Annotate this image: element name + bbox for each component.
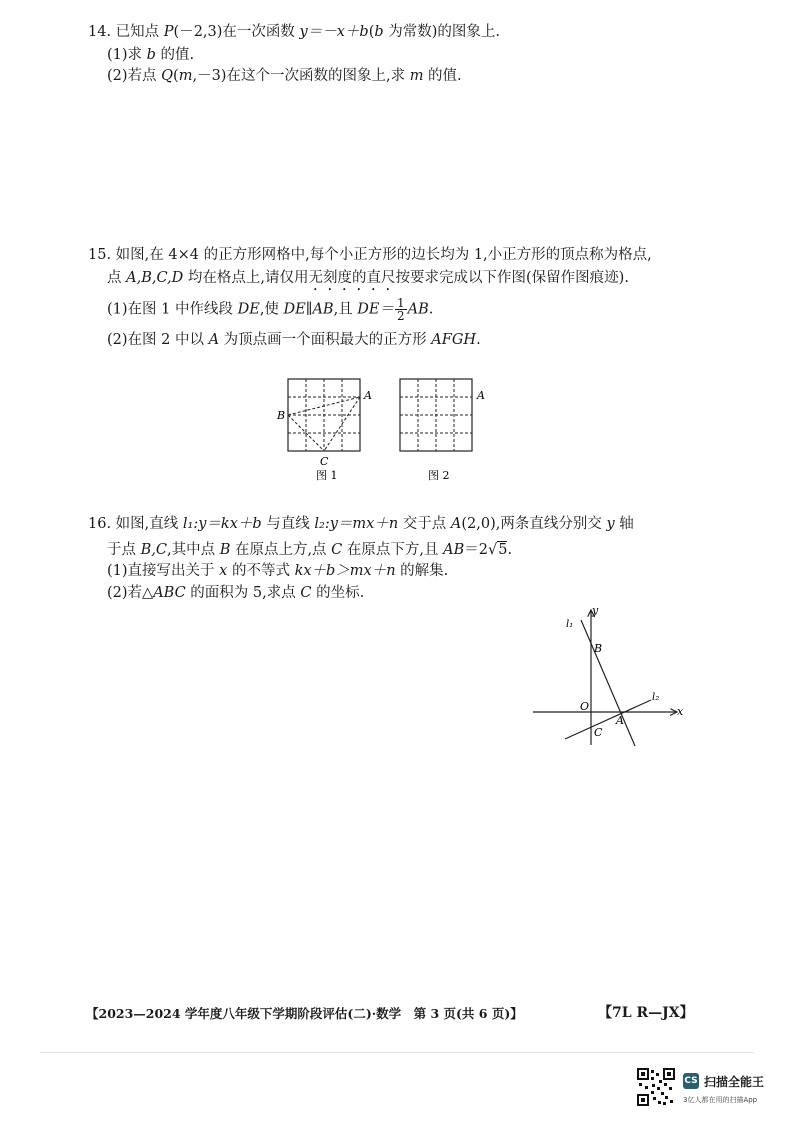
text: DE [237, 301, 260, 318]
text: A [208, 332, 220, 348]
figure-2-grid [392, 372, 502, 484]
q14-stem [88, 22, 500, 42]
text: . [507, 542, 513, 558]
label-B: B [277, 409, 286, 422]
label-A: A [616, 714, 624, 727]
text: P [163, 24, 174, 40]
label-y: y [592, 604, 599, 617]
text: y＝－x＋b [299, 24, 369, 40]
label-A: A [477, 389, 485, 402]
text: x [219, 563, 228, 579]
text: (2)若点 [107, 68, 162, 84]
text: l₂:y＝mx＋n [314, 516, 399, 532]
text: Q [161, 68, 174, 84]
text: ,使 [259, 301, 284, 318]
text: ,－3)在这个一次函数的图象上,求 [192, 68, 410, 84]
fraction [395, 297, 407, 322]
text: ,且 [333, 301, 358, 318]
text: (2)在图 2 中以 [107, 332, 209, 348]
text: m [409, 68, 424, 84]
q15-stem-line1: 15. 如图,在 4×4 的正方形网格中,每个小正方形的边长均为 1,小正方形的顶点称为格点, [88, 247, 652, 263]
label-C: C [320, 455, 329, 468]
q14-part2 [107, 66, 462, 86]
text: (2,0),两条直线分别交 [461, 516, 607, 532]
figure-caption: 图 2 [428, 469, 450, 482]
text: 的解集. [395, 563, 449, 579]
text: 在原点下方,且 [342, 542, 444, 558]
camscanner-name: 扫描全能王 [704, 1075, 765, 1089]
q16-stem-line2 [107, 540, 512, 560]
q15-part2 [107, 330, 481, 350]
qr-code-icon [637, 1068, 675, 1106]
text: 16. 如图,直线 [88, 516, 183, 532]
text: 交于点 [398, 516, 451, 532]
text: A [450, 516, 462, 532]
line-l2 [565, 700, 651, 739]
label-B: B [594, 642, 603, 655]
q14-part1 [107, 45, 194, 65]
text: . [428, 301, 434, 318]
text: 轴 [614, 516, 634, 532]
text: C [300, 585, 312, 601]
text: DE＝ [357, 301, 395, 318]
text: . [476, 332, 481, 348]
page-footer: 【2023—2024 学年度八年级下学期阶段评估(二)·数学 第 3 页(共 6 页)】 [86, 1006, 523, 1021]
label-l2: l₂ [652, 692, 660, 703]
label-x: x [677, 705, 684, 718]
text: 14. 已知点 [88, 24, 164, 40]
text: 均在格点上,请仅用 [183, 270, 309, 286]
text: (2)若△ [107, 585, 154, 601]
emphasized-text: 无刻度的直尺 [308, 270, 396, 286]
text: m [178, 68, 193, 84]
q16-part2 [107, 583, 364, 603]
text: (－2,3)在一次函数 [173, 24, 300, 40]
text: DE∥AB [283, 301, 334, 318]
text: 的面积为 5,求点 [185, 585, 301, 601]
label-C: C [594, 726, 603, 739]
text: 的值. [423, 68, 462, 84]
text: ( [173, 68, 179, 84]
text: ( [368, 24, 375, 40]
text: C [331, 542, 343, 558]
q15-stem-line2 [107, 268, 629, 294]
divider [40, 1052, 754, 1053]
label-A: A [364, 389, 372, 402]
text: B,C [140, 542, 167, 558]
text: (1)在图 1 中作线段 [107, 301, 238, 318]
text: AB [407, 301, 429, 318]
text: b [374, 24, 384, 40]
text: b [146, 47, 156, 63]
text: 为常数)的图象上. [383, 24, 501, 40]
text: 与直线 [261, 516, 315, 532]
text: 的值. [155, 47, 195, 63]
camscanner-tagline: 3亿人都在用的扫描App [683, 1096, 758, 1104]
q16-stem-line1 [88, 514, 634, 534]
text: A,B,C,D [126, 270, 184, 286]
line-l1 [581, 620, 635, 746]
sqrt-sign: √ [487, 542, 498, 558]
label-O: O [580, 700, 590, 713]
figure-caption: 图 1 [316, 469, 338, 482]
camscanner-logo: CS [683, 1073, 699, 1089]
figure-1-grid [275, 372, 385, 484]
text: 的坐标. [311, 585, 365, 601]
text: ＝2 [464, 542, 488, 558]
text: B [219, 542, 231, 558]
text: 在原点上方,点 [230, 542, 332, 558]
paper-code: 【7L R—JX】 [598, 1005, 694, 1021]
text: y [606, 516, 615, 532]
text: 为顶点画一个面积最大的正方形 [219, 332, 432, 348]
text: AFGH [431, 332, 477, 348]
sqrt-radicand: 5 [498, 542, 508, 558]
label-l1: l₁ [566, 619, 574, 630]
text: 点 [107, 270, 127, 286]
fraction-denominator: 2 [397, 309, 405, 323]
text: kx＋b＞mx＋n [294, 563, 396, 579]
q15-part1 [107, 297, 433, 322]
fraction-numerator: 1 [397, 296, 405, 310]
text: ,其中点 [166, 542, 220, 558]
text: 于点 [107, 542, 141, 558]
text: ABC [153, 585, 186, 601]
text: 的不等式 [227, 563, 295, 579]
text: AB [443, 542, 465, 558]
q16-part1 [107, 561, 448, 581]
q16-coordinate-figure [525, 600, 695, 750]
text: l₁:y＝kx＋b [182, 516, 262, 532]
text: (1)求 [107, 47, 147, 63]
text: (1)直接写出关于 [107, 563, 220, 579]
text: 按要求完成以下作图(保留作图痕迹). [395, 270, 629, 286]
